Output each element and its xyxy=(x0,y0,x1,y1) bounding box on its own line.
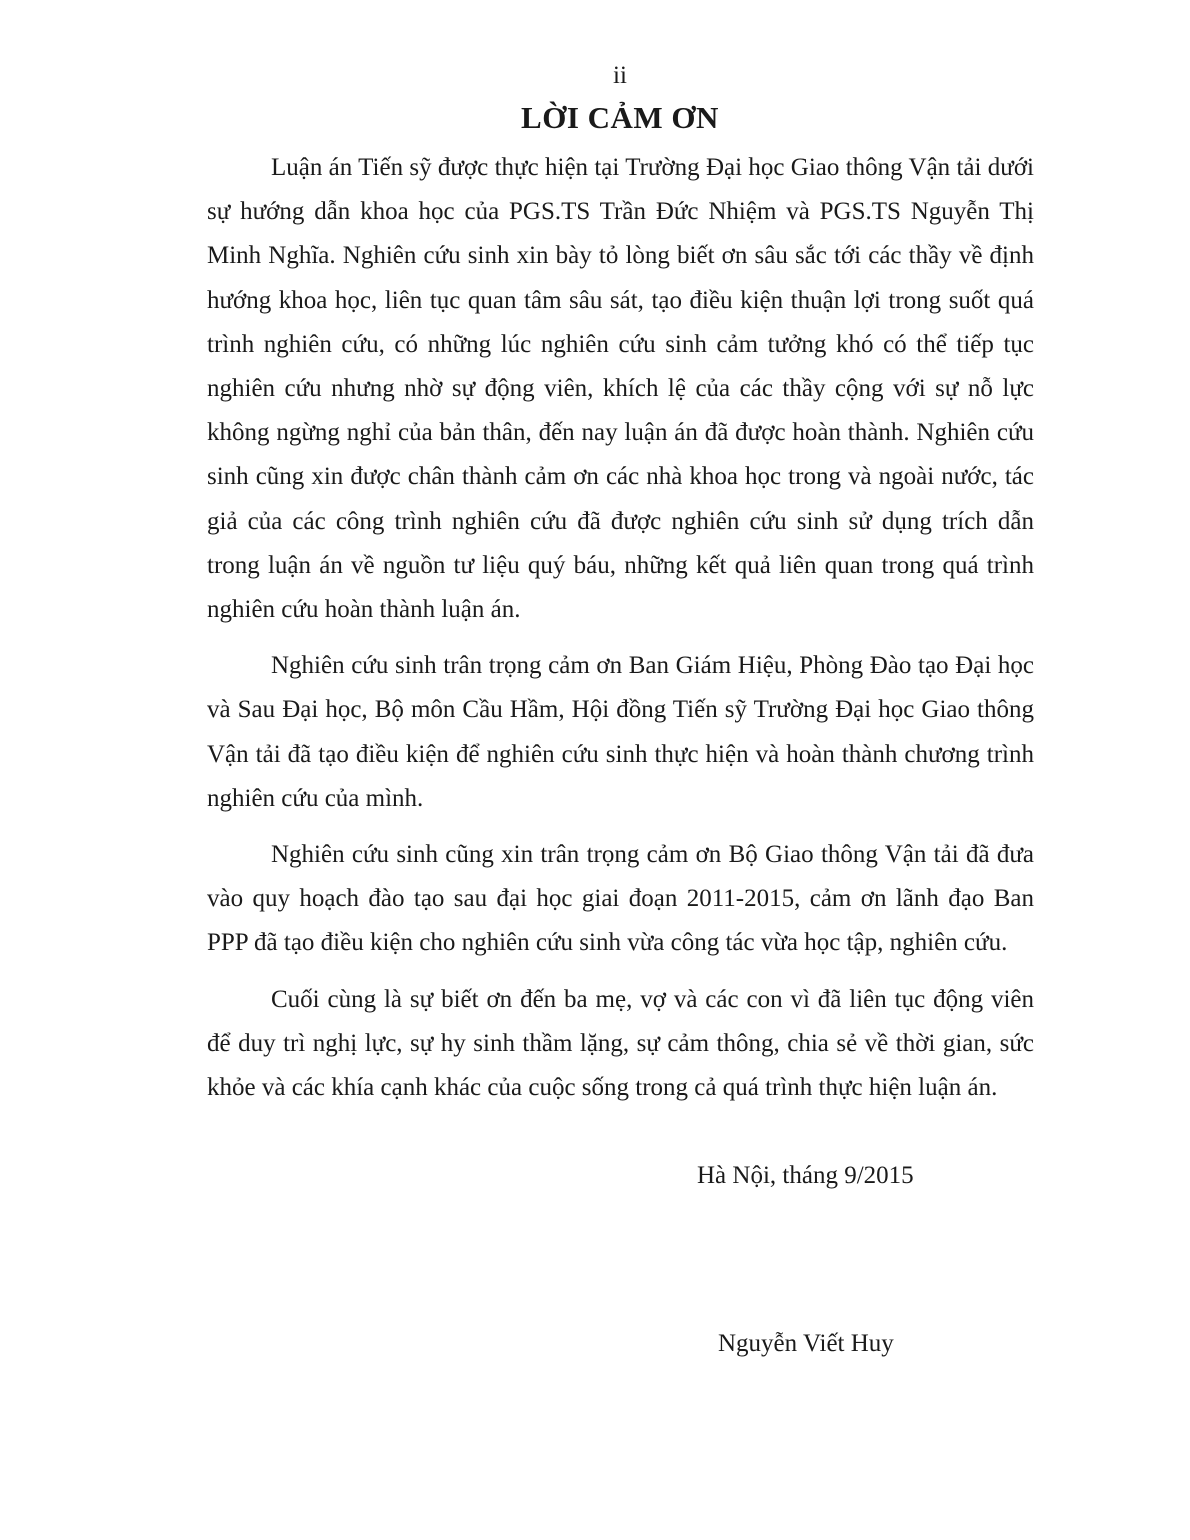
paragraph-1: Luận án Tiến sỹ được thực hiện tại Trường Đại học Giao thông Vận tải dưới sự hướng dẫn khoa học của PGS.TS Trần Đức Nhiệm và PGS.TS Nguyễn Thị Minh Nghĩa. Nghiên cứu sinh xin bày tỏ lòng biết ơn sâu sắc tới các thầy về định hướng khoa học, liên tục quan tâm sâu sát, tạo điều kiện thuận lợi trong suốt quá trình nghiên cứu, có những lúc nghiên cứu sinh cảm tưởng khó có thể tiếp tục nghiên cứu nhưng nhờ sự động viên, khích lệ của các thầy cộng với sự nỗ lực không ngừng nghỉ của bản thân, đến nay luận án đã được hoàn thành. Nghiên cứu sinh cũng xin được chân thành cảm ơn các nhà khoa học trong và ngoài nước, tác giả của các công trình nghiên cứu đã được nghiên cứu sinh sử dụng trích dẫn trong luận án về nguồn tư liệu quý báu, những kết quả liên quan trong quá trình nghiên cứu hoàn thành luận án. xyxy=(207,154,1034,624)
paragraph-2: Nghiên cứu sinh trân trọng cảm ơn Ban Giám Hiệu, Phòng Đào tạo Đại học và Sau Đại học, Bộ môn Cầu Hầm, Hội đồng Tiến sỹ Trường Đại học Giao thông Vận tải đã tạo điều kiện để nghiên cứu sinh thực hiện và hoàn thành chương trình nghiên cứu của mình. xyxy=(207,652,1034,812)
author-signature: Nguyễn Viết Huy xyxy=(718,1330,894,1357)
place-date: Hà Nội, tháng 9/2015 xyxy=(697,1162,914,1189)
paragraph-3: Nghiên cứu sinh cũng xin trân trọng cảm ơn Bộ Giao thông Vận tải đã đưa vào quy hoạch đào tạo sau đại học giai đoạn 2011-2015, cảm ơn lãnh đạo Ban PPP đã tạo điều kiện cho nghiên cứu sinh vừa công tác vừa học tập, nghiên cứu. xyxy=(207,841,1034,957)
acknowledgement-body xyxy=(207,146,1034,1122)
paragraph-4: Cuối cùng là sự biết ơn đến ba mẹ, vợ và các con vì đã liên tục động viên để duy trì nghị lực, sự hy sinh thầm lặng, sự cảm thông, chia sẻ về thời gian, sức khỏe và các khía cạnh khác của cuộc sống trong cả quá trình thực hiện luận án. xyxy=(207,985,1034,1102)
page-number: ii xyxy=(613,62,627,89)
page-title: LỜI CẢM ƠN xyxy=(521,100,719,135)
